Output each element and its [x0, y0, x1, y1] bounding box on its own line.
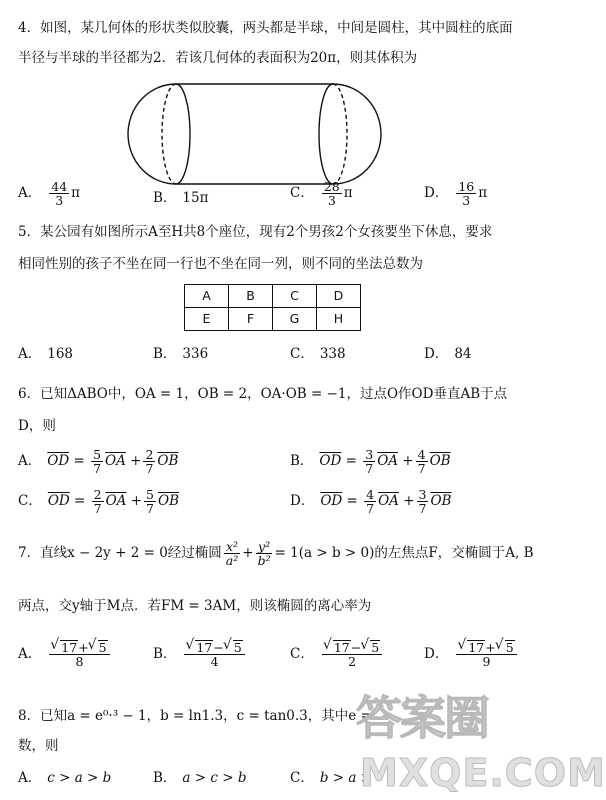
seat-cell: F	[229, 308, 273, 331]
seat-cell: H	[317, 308, 361, 331]
left-hemisphere-edge-front	[176, 84, 190, 184]
q6-option-c: C． $\overline{OD}$ = $\frac{2}{7}$ $\overline{OA}$ + $\frac{5}{7}$ $\overline{OB}$	[18, 487, 179, 517]
q7-line2: 两点，交y轴于M点．若FM = 3AM，则该椭圆的离心率为	[18, 598, 372, 614]
q4-option-d: D． $\frac{16}{3}$ π	[424, 179, 488, 209]
q7-option-d: D． √ $\frac{17+ √ 5}{9}$	[424, 640, 519, 668]
watermark-cn-text: 答案圈	[356, 691, 488, 745]
q5-option-d: D． 84	[424, 346, 472, 362]
q5-line2: 相同性别的孩子不坐在同一行也不坐在同一列，则不同的坐法总数为	[18, 256, 423, 272]
left-hemisphere-edge-back	[162, 84, 176, 184]
q8-line1: 8．已知a = e⁰·³ − 1，b = ln1.3，c = tan0.3，其中e =	[18, 708, 372, 724]
capsule-figure	[0, 66, 539, 186]
seat-cell: E	[185, 308, 229, 331]
q8-line2: 数，则	[18, 738, 59, 754]
q7-option-c: C． √ $\frac{17- √ 5}{2}$	[290, 640, 384, 668]
right-hemisphere-edge-front	[319, 84, 333, 184]
q7-option-a: A． √ $\frac{17+ √ 5}{8}$	[18, 640, 112, 668]
capsule-outline	[128, 84, 381, 184]
seat-cell: G	[273, 308, 317, 331]
q8-option-c: C． b > a >	[290, 770, 373, 786]
q5-option-a: A． 168	[18, 346, 74, 362]
q4-option-a: A． $\frac{44}{3}$ π	[18, 179, 81, 209]
q5-option-c: C． 338	[290, 346, 346, 362]
seat-row	[185, 308, 361, 331]
seat-cell: D	[317, 285, 361, 308]
q4-option-c: C． $\frac{28}{3}$ π	[290, 179, 353, 209]
q6-option-b: B． $\overline{OD}$ = $\frac{3}{7}$ $\overline{OA}$ + $\frac{4}{7}$ $\overline{OB}$	[290, 447, 451, 477]
watermark-en-text: MXQE.COM	[360, 751, 606, 795]
right-hemisphere-edge-back	[333, 84, 347, 184]
q5-option-b: B． 336	[153, 346, 209, 362]
q6-line2: D，则	[18, 418, 56, 434]
q8-option-b: B． a > c > b	[153, 770, 247, 786]
q4-line1: 4．如图，某几何体的形状类似胶囊，两头都是半球，中间是圆柱，其中圆柱的底面	[18, 20, 513, 36]
q7-line1: 7．直线x − 2y + 2 = 0经过椭圆 $\frac{\text{x²}}{\text{a²}}$ + $\frac{\text{y²}}{\text{b²}}$ = 1(a > b > 0)的左焦点F，交椭圆于A, B	[18, 539, 534, 569]
seat-row	[185, 285, 361, 308]
watermark-logo	[356, 690, 606, 798]
q6-option-d: D． $\overline{OD}$ = $\frac{4}{7}$ $\overline{OA}$ + $\frac{3}{7}$ $\overline{OB}$	[290, 487, 452, 517]
q8-option-a: A． c > a > b	[18, 770, 112, 786]
seat-cell: C	[273, 285, 317, 308]
q6-option-a: A． $\overline{OD}$ = $\frac{5}{7}$ $\overline{OA}$ + $\frac{2}{7}$ $\overline{OB}$	[18, 447, 179, 477]
q4-option-b: B． 15π	[153, 190, 209, 206]
seat-cell: A	[185, 285, 229, 308]
seat-table	[184, 284, 361, 331]
seat-cell: B	[229, 285, 273, 308]
q7-option-b: B． √ $\frac{17- √ 5}{4}$	[153, 640, 247, 668]
q6-line1: 6．已知ΔABO中，OA = 1，OB = 2，OA·OB = −1，过点O作OD垂直AB于点	[18, 386, 508, 402]
q4-line2: 半径与半球的半径都为2．若该几何体的表面积为20π，则其体积为	[18, 50, 418, 66]
q5-line1: 5．某公园有如图所示A至H共8个座位，现有2个男孩2个女孩要坐下休息，要求	[18, 224, 493, 240]
